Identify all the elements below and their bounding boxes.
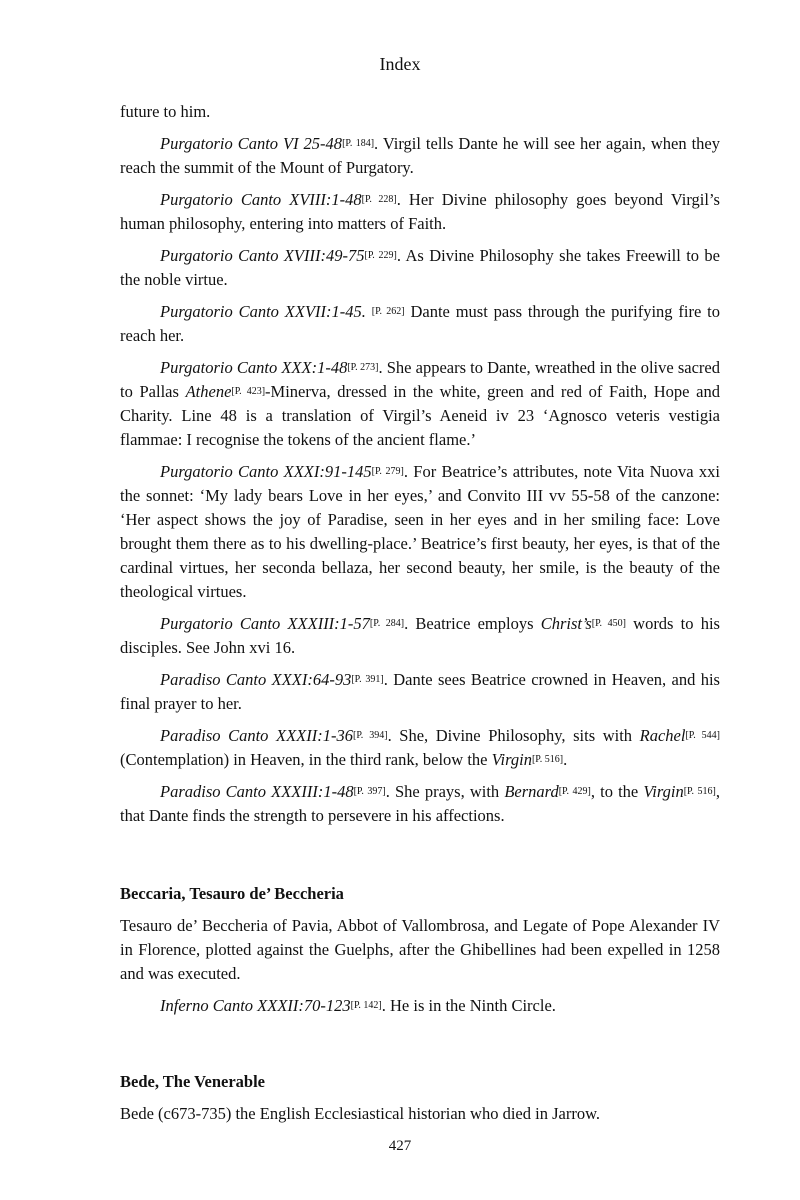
entry-text: . Virgil tells Dante he will see her again, when they reach the summit of the Mount of Purgatory.: [120, 134, 720, 177]
canto-reference: Purgatorio Canto XVIII:1-48: [160, 190, 362, 209]
index-entry: [120, 132, 720, 180]
entry-text: . Dante sees Beatrice crowned in Heaven, and his final prayer to her.: [120, 670, 720, 713]
index-entry: [120, 300, 720, 348]
name-reference: Virgin: [643, 782, 684, 801]
page-reference: [P. 544]: [685, 730, 721, 741]
canto-reference: Purgatorio Canto XXXI:91-145: [160, 462, 372, 481]
page-reference: [P. 184]: [342, 138, 375, 149]
entry-text: words to his disciples. See John xvi 16.: [120, 614, 720, 657]
entry-text: . She appears to Dante, wreathed in the olive sacred to Pallas: [120, 358, 720, 401]
page-reference: [P. 228]: [361, 194, 397, 205]
entry-text: (Contemplation) in Heaven, in the third rank, below the: [120, 750, 492, 769]
index-heading-beccaria: Beccaria, Tesauro de’ Beccheria: [120, 884, 344, 903]
page-reference: [P. 516]: [531, 754, 564, 765]
index-entry: [120, 724, 720, 772]
entry-text: , to the: [590, 782, 644, 801]
page-reference: [P. 142]: [350, 1000, 382, 1011]
canto-reference: Inferno Canto XXXII:70-123: [160, 996, 351, 1015]
index-heading-bede: Bede, The Venerable: [120, 1072, 265, 1091]
page-reference: [P. 397]: [353, 786, 386, 797]
index-entry: [120, 460, 720, 604]
name-reference: Virgin: [491, 750, 532, 769]
page-reference: [P. 262]: [371, 306, 405, 317]
page-reference: [P. 229]: [364, 250, 397, 261]
entry-text: . Her Divine philosophy goes beyond Virgil’s human philosophy, entering into matters of Faith.: [120, 190, 720, 233]
entry-text: . For Beatrice’s attributes, note Vita Nuova xxi the sonnet: ‘My lady bears Love in her eyes,’ and Convito III vv 55-58 of the canzone: ‘Her aspect shows the joy of Paradise, seen in her eyes and in her smiling face: Love brought them there as to his dwelling-place.’ Beatrice’s first beauty, her eyes, is that of the cardinal virtues, her seconda bellaza, her second beauty, her smile, is the beauty of the theological virtues.: [120, 462, 720, 601]
canto-reference: Purgatorio Canto VI 25-48: [160, 134, 343, 153]
canto-reference: Paradiso Canto XXXIII:1-48: [160, 782, 354, 801]
name-reference: Christ’s: [540, 614, 592, 633]
entry-text: . Beatrice employs: [404, 614, 541, 633]
entry-description: Tesauro de’ Beccheria of Pavia, Abbot of Vallombrosa, and Legate of Pope Alexander IV in Florence, plotted against the Guelphs, after the Ghibellines had been expelled in 1258 and was executed.: [120, 916, 720, 983]
canto-reference: Purgatorio Canto XXXIII:1-57: [160, 614, 370, 633]
page-reference: [P. 450]: [591, 618, 626, 629]
entry-text: -Minerva, dressed in the white, green and red of Faith, Hope and Charity. Line 48 is a translation of Virgil’s Aeneid iv 23 ‘Agnosco veteris vestigia flammae: I recognise the tokens of the ancient flame.’: [120, 382, 720, 449]
index-entry: [120, 994, 720, 1018]
index-entry: [120, 612, 720, 660]
canto-reference: Paradiso Canto XXXII:1-36: [160, 726, 353, 745]
canto-reference: Purgatorio Canto XXX:1-48: [160, 358, 348, 377]
entry-text: .: [563, 750, 568, 769]
section-spacer: [120, 836, 720, 882]
body-text: [120, 100, 720, 1134]
entry-text: . He is in the Ninth Circle.: [381, 996, 556, 1015]
entry-text: , that Dante finds the strength to persevere in his affections.: [120, 782, 720, 825]
page-reference: [P. 516]: [683, 786, 716, 797]
index-entry: [120, 188, 720, 236]
page-reference: [P. 391]: [351, 674, 384, 685]
entry-text: . She prays, with: [385, 782, 505, 801]
continuation-text: future to him.: [120, 102, 211, 121]
entry-text: . She, Divine Philosophy, sits with: [387, 726, 640, 745]
page-reference: [P. 279]: [371, 466, 404, 477]
entry-description: Bede (c673-735) the English Ecclesiastical historian who died in Jarrow.: [120, 1104, 601, 1123]
index-entry: [120, 668, 720, 716]
name-reference: Bernard: [504, 782, 559, 801]
page-reference: [P. 273]: [347, 362, 379, 373]
page-number: 427: [388, 1138, 412, 1154]
name-reference: Athene: [185, 382, 232, 401]
canto-reference: Purgatorio Canto XVIII:49-75: [160, 246, 365, 265]
entry-text: Dante must pass through the purifying fire to reach her.: [120, 302, 720, 345]
page-reference: [P. 423]: [231, 386, 266, 397]
canto-reference: Paradiso Canto XXXI:64-93: [160, 670, 352, 689]
page-reference: [P. 429]: [558, 786, 591, 797]
index-entry: [120, 244, 720, 292]
canto-reference: Purgatorio Canto XXVII:1-45.: [160, 302, 366, 321]
name-reference: Rachel: [639, 726, 686, 745]
page-reference: [P. 284]: [369, 618, 405, 629]
running-head: Index: [379, 54, 421, 74]
section-spacer: [120, 1026, 720, 1070]
entry-text: . As Divine Philosophy she takes Freewill to be the noble virtue.: [120, 246, 720, 289]
index-entry: [120, 356, 720, 452]
page-reference: [P. 394]: [352, 730, 388, 741]
index-entry: [120, 780, 720, 828]
